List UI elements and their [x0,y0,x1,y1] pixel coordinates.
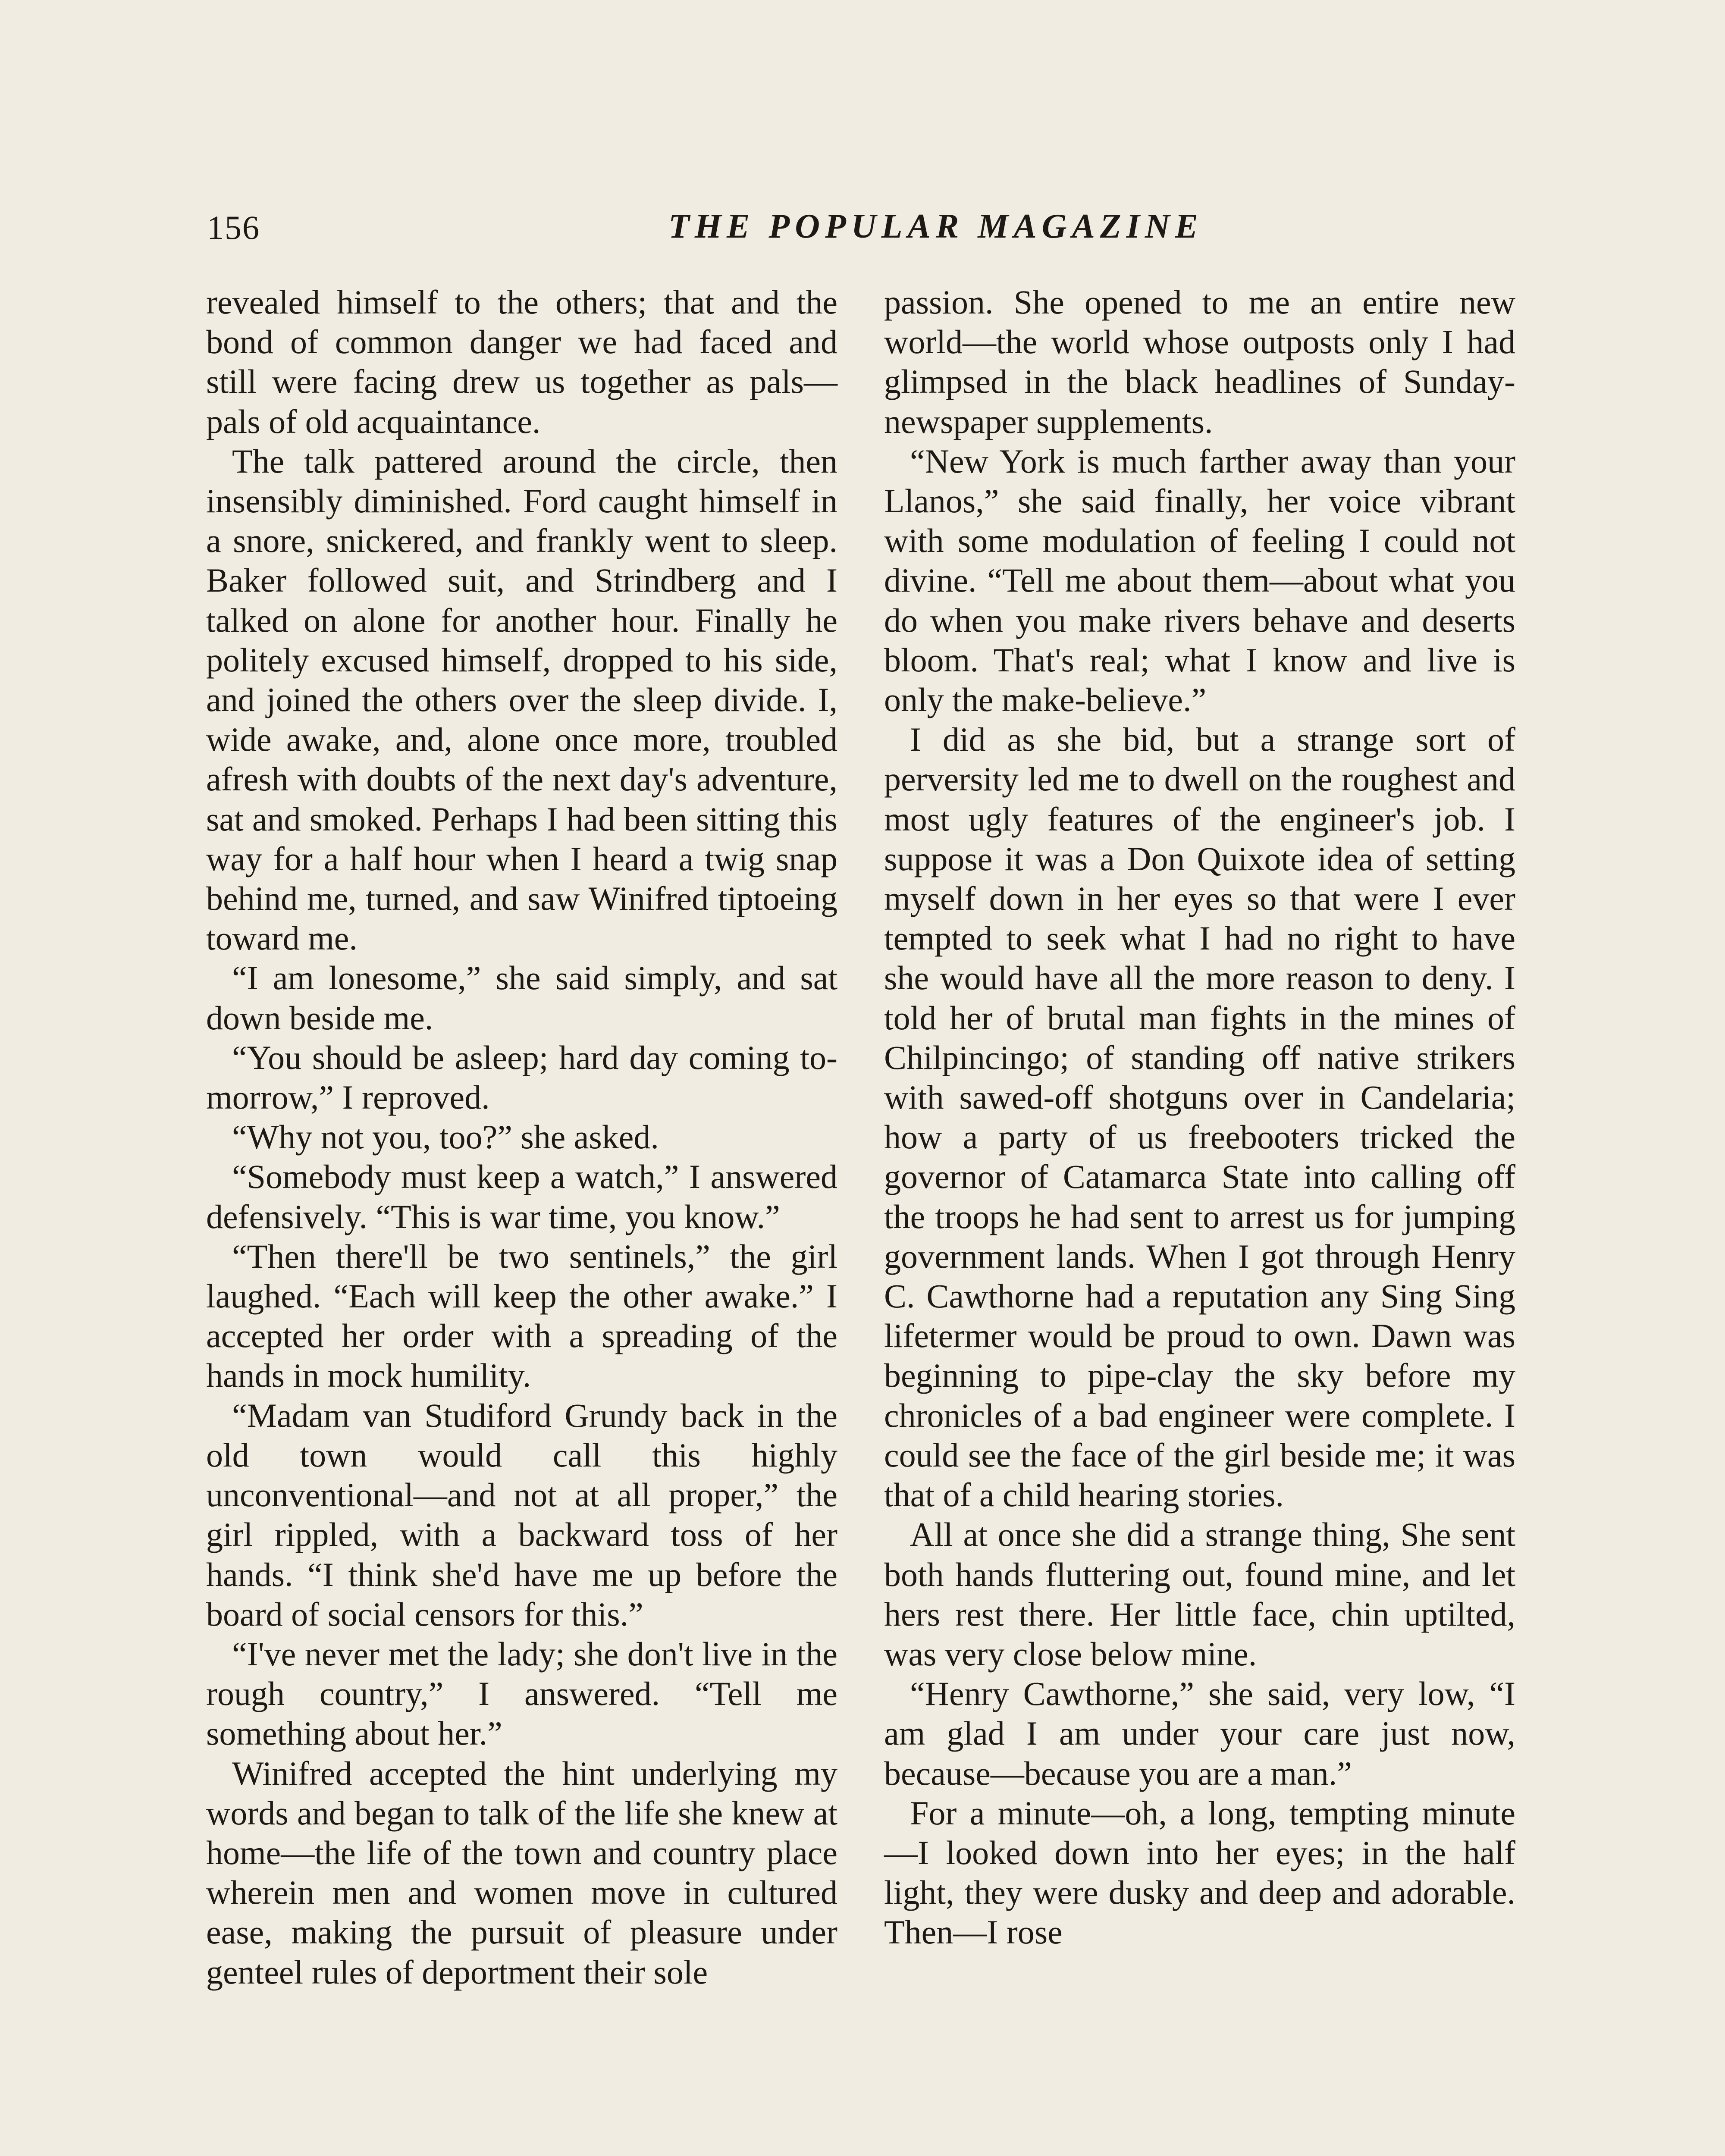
paragraph: “Madam van Studiford Grundy back in the old town would call this highly unconventional—and not at all proper,” the girl rippled, with a backward toss of her hands. “I think she'd have me up before the board of social censors for this.” [206,1396,837,1633]
paragraph: “I am lonesome,” she said simply, and sat down beside me. [206,959,837,1037]
paragraph: “I've never met the lady; she don't live in the rough country,” I answered. “Tell me something about her.” [206,1635,837,1752]
page-number: 156 [207,209,260,246]
paragraph: The talk pattered around the circle, then insensibly diminished. Ford caught himself in a snore, snickered, and frankly went to sleep. Baker followed suit, and Strindberg and I talked on alone for another hour. Finally he politely excused himself, dropped to his side, and joined the others over the sleep divide. I, wide awake, and, alone once more, troubled afresh with doubts of the next day's adventure, sat and smoked. Perhaps I had been sitting this way for a half hour when I heard a twig snap behind me, turned, and saw Winifred tiptoeing toward me. [206,442,837,957]
paragraph: “Henry Cawthorne,” she said, very low, “I am glad I am under your care just now, because—because you are a man.” [884,1675,1515,1792]
paragraph: All at once she did a strange thing, She sent both hands fluttering out, found mine, and let hers rest there. Her little face, chin uptilted, was very close below mine. [884,1516,1515,1673]
paragraph: “New York is much farther away than your Llanos,” she said finally, her voice vibrant with some modulation of feeling I could not divine. “Tell me about them—about what you do when you make rivers behave and deserts bloom. That's real; what I know and live is only the make-believe.” [884,442,1515,719]
paragraph: “Why not you, too?” she asked. [232,1118,659,1156]
paragraph: For a minute—oh, a long, tempting minute—I looked down into her eyes; in the half light, they were dusky and deep and adorable. Then—I rose [884,1794,1515,1951]
right-column [884,282,1515,1952]
paragraph: “You should be asleep; hard day coming to-morrow,” I reproved. [206,1038,837,1116]
paragraph: “Somebody must keep a watch,” I answered defensively. “This is war time, you know.” [206,1158,837,1235]
paragraph: Winifred accepted the hint underlying my words and began to talk of the life she knew at home—the life of the town and country place wherein men and women move in cultured ease, making the pursuit of pleasure under genteel rules of deportment their sole [206,1754,837,1991]
running-head: THE POPULAR MAGAZINE [668,207,1204,245]
paragraph: “Then there'll be two sentinels,” the girl laughed. “Each will keep the other awake.” I accepted her order with a spreading of the hands in mock humility. [206,1237,837,1395]
paragraph: I did as she bid, but a strange sort of perversity led me to dwell on the roughest and most ugly features of the engineer's job. I suppose it was a Don Quixote idea of setting myself down in her eyes so that were I ever tempted to seek what I had no right to have she would have all the more reason to deny. I told her of brutal man fights in the mines of Chilpincingo; of standing off native strikers with sawed-off shotguns over in Candelaria; how a party of us freebooters tricked the governor of Catamarca State into calling off the troops he had sent to arrest us for jumping government lands. When I got through Henry C. Cawthorne had a reputation any Sing Sing lifetermer would be proud to own. Dawn was beginning to pipe-clay the sky before my chronicles of a bad engineer were complete. I could see the face of the girl beside me; it was that of a child hearing stories. [884,721,1515,1514]
paragraph: passion. She opened to me an entire new world—the world whose outposts only I had glimpsed in the black headlines of Sunday-newspaper supplements. [884,283,1515,440]
paragraph: revealed himself to the others; that and the bond of common danger we had faced and still were facing drew us together as pals—pals of old acquaintance. [206,283,837,440]
left-column [206,282,837,1992]
